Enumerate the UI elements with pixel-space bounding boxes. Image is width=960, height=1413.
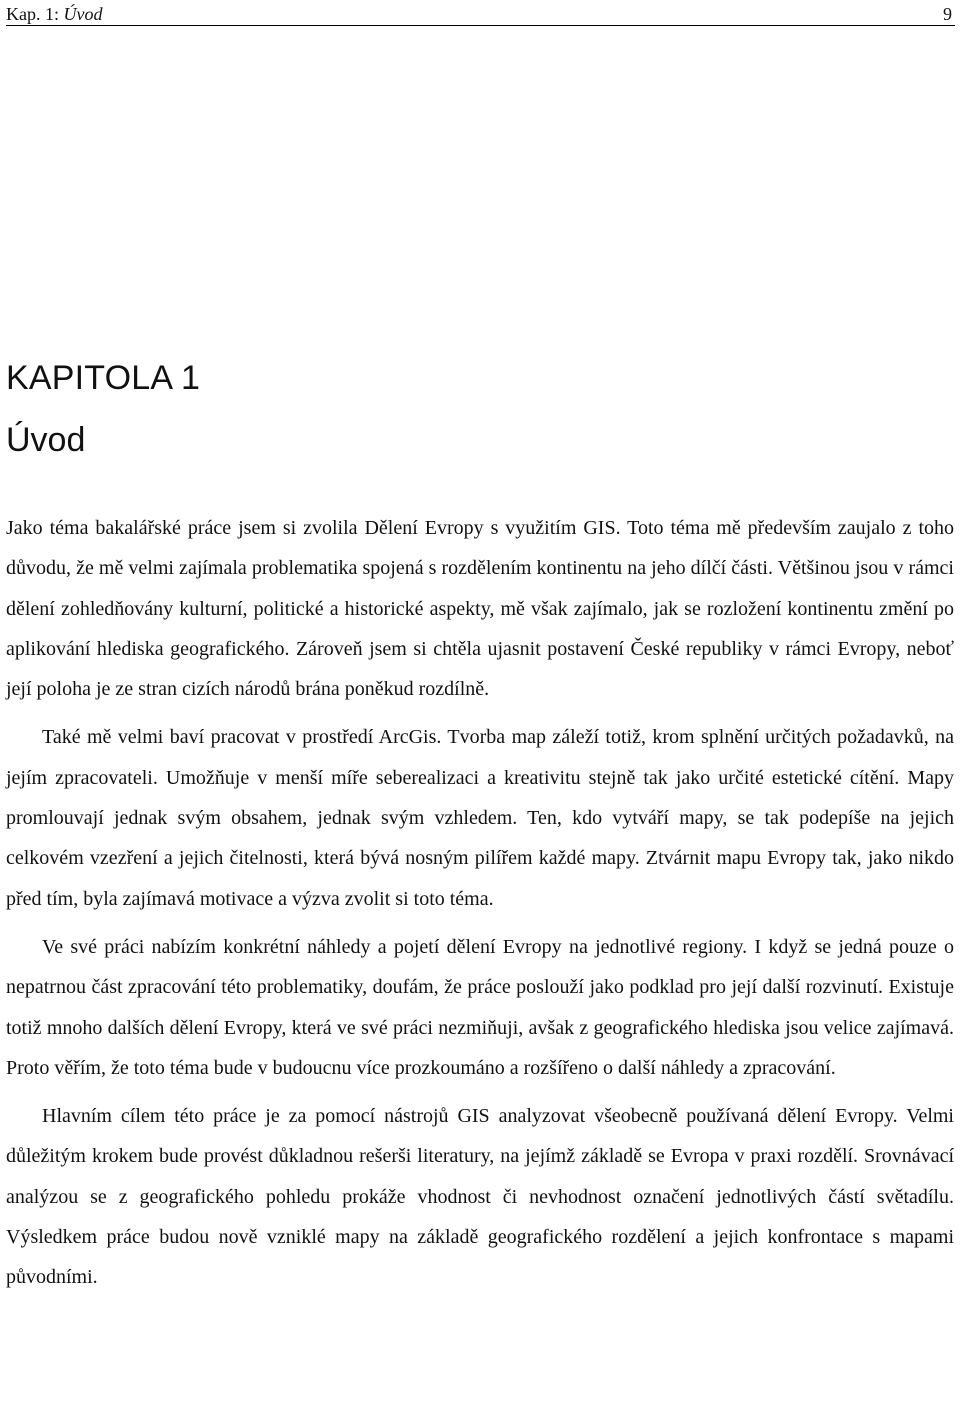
chapter-title: Úvod [6, 421, 86, 459]
paragraph-intro: Jako téma bakalářské práce jsem si zvolila Dělení Evropy s využitím GIS. Toto téma mě především zaujalo z toho důvodu, že mě velmi zajímala problematika spojená s rozdělením kontinentu na jeho dílčí části. Většinou jsou v rámci dělení zohledňovány kulturní, politické a historické aspekty, mě však zajímalo, jak se rozložení kontinentu změní po aplikování hlediska geografického. Zároveň jsem si chtěla ujasnit postavení České republiky v rámci Evropy, neboť její poloha je ze stran cizích národů brána poněkud rozdílně. [6, 517, 954, 701]
paragraph-goal: Hlavním cílem této práce je za pomocí nástrojů GIS analyzovat všeobecně používaná dělení Evropy. Velmi důležitým krokem bude provést důkladnou rešerši literatury, na jejímž základě se Evropa v praxi rozdělí. Srovnávací analýzou se z geografického pohledu prokáže vhodnost či nevhodnost označení jednotlivých částí světadílu. Výsledkem práce budou nově vzniklé mapy na základě geografického rozdělení a jejich konfrontace s mapami původními. [6, 1105, 954, 1289]
running-header-prefix: Kap. 1: [6, 4, 64, 24]
chapter-body [6, 508, 954, 1306]
paragraph-regions: Ve své práci nabízím konkrétní náhledy a pojetí dělení Evropy na jednotlivé regiony. I když se jedná pouze o nepatrnou část zpracování této problematiky, doufám, že práce poslouží jako podklad pro její další rozvinutí. Existuje totiž mnoho dalších dělení Evropy, která ve své práci nezmiňuji, avšak z geografického hlediska jsou velice zajímavá. Proto věřím, že toto téma bude v budoucnu více prozkoumáno a rozšířeno o další náhledy a zpracování. [6, 935, 954, 1079]
page-number: 9 [943, 4, 952, 24]
paragraph-arcgis: Také mě velmi baví pracovat v prostředí ArcGis. Tvorba map záleží totiž, krom splnění určitých požadavků, na jejím zpracovateli. Umožňuje v menší míře seberealizaci a kreativitu stejně tak jako určité estetické cítění. Mapy promlouvají jednak svým obsahem, jednak svým vzhledem. Ten, kdo vytváří mapy, se tak podepíše na jejich celkovém vzezření a jejich čitelnosti, která bývá nosným pilířem každé mapy. Ztvárnit mapu Evropy tak, jako nikdo před tím, byla zajímavá motivace a výzva zvolit si toto téma. [6, 726, 954, 910]
chapter-label: KAPITOLA 1 [6, 359, 201, 397]
running-header [6, 3, 955, 26]
running-header-chapter [6, 3, 103, 25]
running-header-title: Úvod [63, 4, 103, 24]
